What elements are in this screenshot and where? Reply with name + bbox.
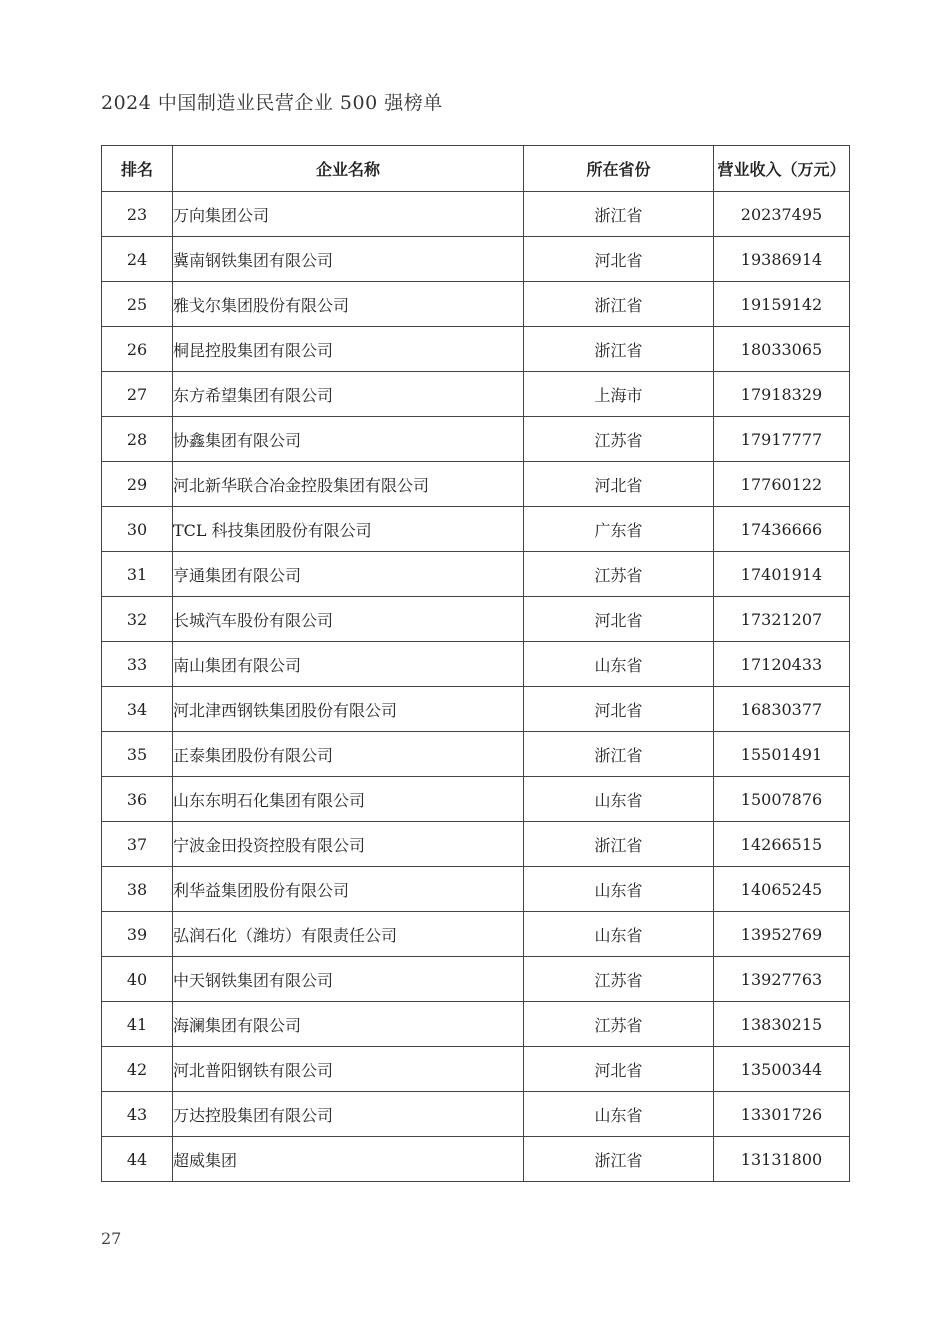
company-name-cell: 山东东明石化集团有限公司: [173, 777, 524, 822]
rank-cell: 24: [102, 237, 173, 282]
ranking-table: [101, 145, 850, 1182]
province-cell: 河北省: [524, 462, 714, 507]
company-name-cell: 冀南钢铁集团有限公司: [173, 237, 524, 282]
table-row: [102, 282, 850, 327]
header-revenue: 营业收入（万元）: [714, 146, 850, 192]
company-name-cell: 弘润石化（潍坊）有限责任公司: [173, 912, 524, 957]
table-row: [102, 912, 850, 957]
page-number: 27: [101, 1229, 122, 1248]
table-row: [102, 1092, 850, 1137]
company-name-cell: 亨通集团有限公司: [173, 552, 524, 597]
province-cell: 山东省: [524, 1092, 714, 1137]
rank-cell: 37: [102, 822, 173, 867]
province-cell: 广东省: [524, 507, 714, 552]
province-cell: 山东省: [524, 867, 714, 912]
header-row: [102, 146, 850, 192]
province-cell: 浙江省: [524, 1137, 714, 1182]
table-row: [102, 507, 850, 552]
rank-cell: 32: [102, 597, 173, 642]
rank-cell: 33: [102, 642, 173, 687]
province-cell: 江苏省: [524, 417, 714, 462]
revenue-cell: 19386914: [714, 237, 850, 282]
province-cell: 河北省: [524, 687, 714, 732]
rank-cell: 39: [102, 912, 173, 957]
province-cell: 浙江省: [524, 822, 714, 867]
table-row: [102, 822, 850, 867]
header-company-name: 企业名称: [173, 146, 524, 192]
province-cell: 浙江省: [524, 327, 714, 372]
province-cell: 浙江省: [524, 732, 714, 777]
company-name-cell: 万向集团公司: [173, 192, 524, 237]
company-name-cell: 南山集团有限公司: [173, 642, 524, 687]
revenue-cell: 16830377: [714, 687, 850, 732]
province-cell: 江苏省: [524, 957, 714, 1002]
revenue-cell: 17321207: [714, 597, 850, 642]
company-name-cell: 河北津西钢铁集团股份有限公司: [173, 687, 524, 732]
company-name-cell: 长城汽车股份有限公司: [173, 597, 524, 642]
revenue-cell: 17436666: [714, 507, 850, 552]
company-name-cell: 河北新华联合冶金控股集团有限公司: [173, 462, 524, 507]
table-row: [102, 642, 850, 687]
province-cell: 河北省: [524, 1047, 714, 1092]
table-row: [102, 462, 850, 507]
revenue-cell: 17120433: [714, 642, 850, 687]
rank-cell: 40: [102, 957, 173, 1002]
revenue-cell: 20237495: [714, 192, 850, 237]
province-cell: 山东省: [524, 642, 714, 687]
province-cell: 浙江省: [524, 192, 714, 237]
rank-cell: 38: [102, 867, 173, 912]
revenue-cell: 17918329: [714, 372, 850, 417]
company-name-cell: 万达控股集团有限公司: [173, 1092, 524, 1137]
rank-cell: 23: [102, 192, 173, 237]
revenue-cell: 18033065: [714, 327, 850, 372]
company-name-cell: 雅戈尔集团股份有限公司: [173, 282, 524, 327]
rank-cell: 29: [102, 462, 173, 507]
company-name-cell: 桐昆控股集团有限公司: [173, 327, 524, 372]
company-name-cell: 东方希望集团有限公司: [173, 372, 524, 417]
rank-cell: 42: [102, 1047, 173, 1092]
rank-cell: 30: [102, 507, 173, 552]
revenue-cell: 13830215: [714, 1002, 850, 1047]
revenue-cell: 14065245: [714, 867, 850, 912]
province-cell: 江苏省: [524, 552, 714, 597]
table-header: [102, 146, 850, 192]
table-row: [102, 687, 850, 732]
header-province: 所在省份: [524, 146, 714, 192]
company-name-cell: TCL 科技集团股份有限公司: [173, 507, 524, 552]
company-name-cell: 宁波金田投资控股有限公司: [173, 822, 524, 867]
revenue-cell: 13500344: [714, 1047, 850, 1092]
rank-cell: 28: [102, 417, 173, 462]
table-row: [102, 552, 850, 597]
revenue-cell: 13952769: [714, 912, 850, 957]
rank-cell: 27: [102, 372, 173, 417]
province-cell: 山东省: [524, 777, 714, 822]
province-cell: 江苏省: [524, 1002, 714, 1047]
table-row: [102, 417, 850, 462]
rank-cell: 36: [102, 777, 173, 822]
rank-cell: 44: [102, 1137, 173, 1182]
province-cell: 浙江省: [524, 282, 714, 327]
rank-cell: 25: [102, 282, 173, 327]
revenue-cell: 13131800: [714, 1137, 850, 1182]
table-row: [102, 1047, 850, 1092]
province-cell: 河北省: [524, 597, 714, 642]
company-name-cell: 协鑫集团有限公司: [173, 417, 524, 462]
table-row: [102, 1137, 850, 1182]
revenue-cell: 17917777: [714, 417, 850, 462]
table-row: [102, 597, 850, 642]
company-name-cell: 利华益集团股份有限公司: [173, 867, 524, 912]
company-name-cell: 河北普阳钢铁有限公司: [173, 1047, 524, 1092]
rank-cell: 35: [102, 732, 173, 777]
document-title: 2024 中国制造业民营企业 500 强榜单: [101, 92, 443, 114]
revenue-cell: 15007876: [714, 777, 850, 822]
table-body: [102, 192, 850, 1182]
company-name-cell: 超威集团: [173, 1137, 524, 1182]
revenue-cell: 17760122: [714, 462, 850, 507]
company-name-cell: 正泰集团股份有限公司: [173, 732, 524, 777]
revenue-cell: 17401914: [714, 552, 850, 597]
revenue-cell: 19159142: [714, 282, 850, 327]
revenue-cell: 13301726: [714, 1092, 850, 1137]
company-name-cell: 海澜集团有限公司: [173, 1002, 524, 1047]
rank-cell: 31: [102, 552, 173, 597]
header-rank: 排名: [102, 146, 173, 192]
table-row: [102, 957, 850, 1002]
company-name-cell: 中天钢铁集团有限公司: [173, 957, 524, 1002]
revenue-cell: 13927763: [714, 957, 850, 1002]
province-cell: 上海市: [524, 372, 714, 417]
rank-cell: 26: [102, 327, 173, 372]
table-row: [102, 1002, 850, 1047]
table-row: [102, 867, 850, 912]
revenue-cell: 15501491: [714, 732, 850, 777]
table-row: [102, 192, 850, 237]
rank-cell: 34: [102, 687, 173, 732]
table-row: [102, 732, 850, 777]
revenue-cell: 14266515: [714, 822, 850, 867]
table-row: [102, 237, 850, 282]
table-row: [102, 327, 850, 372]
table-row: [102, 372, 850, 417]
province-cell: 山东省: [524, 912, 714, 957]
table-row: [102, 777, 850, 822]
rank-cell: 43: [102, 1092, 173, 1137]
province-cell: 河北省: [524, 237, 714, 282]
rank-cell: 41: [102, 1002, 173, 1047]
